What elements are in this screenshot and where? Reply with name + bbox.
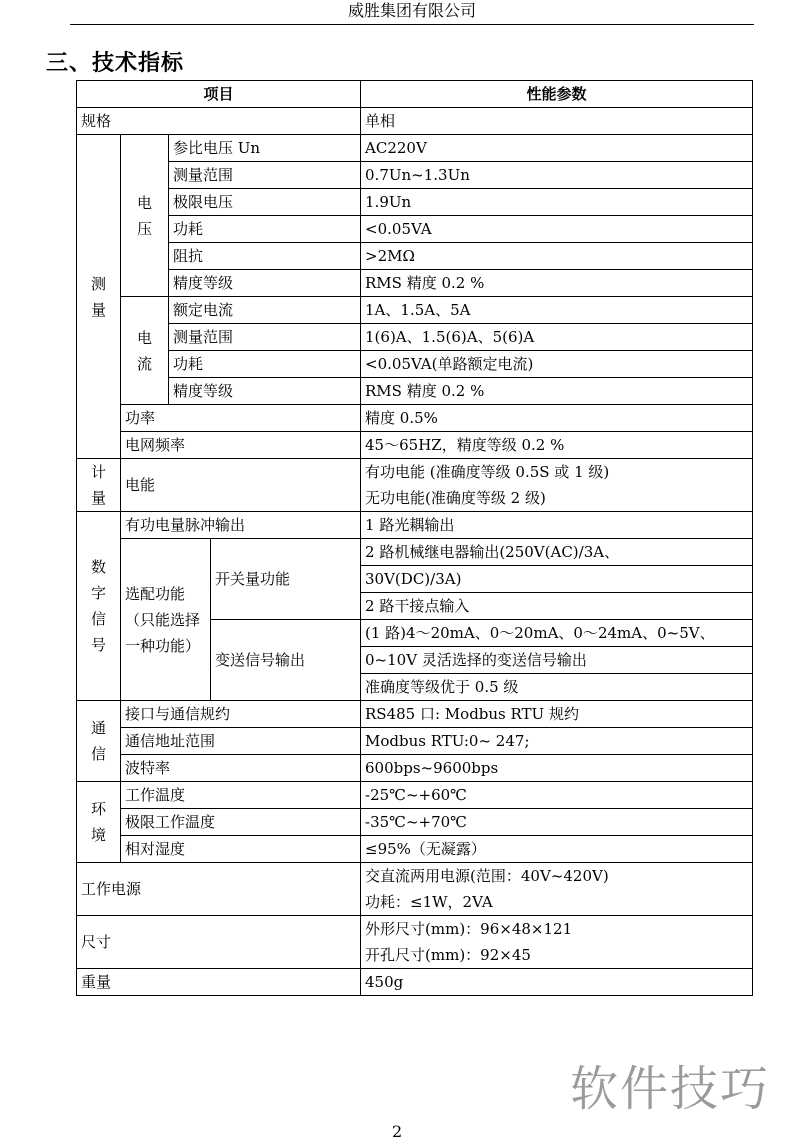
value-line: 交直流两用电源(范围：40V~420V) <box>365 867 609 885</box>
table-row <box>77 728 753 755</box>
switch-input-value: 2 路干接点输入 <box>361 593 753 620</box>
row-name: 测量范围 <box>169 324 361 351</box>
value-line: 有功电能 (准确度等级 0.5S 或 1 级) <box>365 463 610 481</box>
label-char: 字 <box>90 584 106 602</box>
row-name: 阻抗 <box>169 243 361 270</box>
row-name: 有功电量脉冲输出 <box>121 512 361 539</box>
table-row <box>77 243 753 270</box>
label-char: 电 <box>136 193 152 212</box>
table-row <box>77 216 753 243</box>
section-title: 三、技术指标 <box>46 51 185 76</box>
row-value: 45～65HZ，精度等级 0.2 % <box>361 432 753 459</box>
watermark <box>560 1020 800 1136</box>
table-row <box>77 351 753 378</box>
transmit-value-line1: (1 路)4～20mA、0～20mA、0～24mA、0~5V、 <box>361 620 753 647</box>
row-value: -35℃~+70℃ <box>361 809 753 836</box>
row-name: 测量范围 <box>169 162 361 189</box>
value-line: 无功电能(准确度等级 2 级) <box>365 489 546 507</box>
row-value: Modbus RTU:0~ 247; <box>361 728 753 755</box>
label-char: 信 <box>90 610 106 628</box>
table-row <box>77 270 753 297</box>
row-value: 0.7Un~1.3Un <box>361 162 753 189</box>
row-value: RMS 精度 0.2 % <box>361 270 753 297</box>
row-name: 重量 <box>77 969 361 996</box>
label-char: 信 <box>90 745 106 763</box>
row-value: 450g <box>361 969 753 996</box>
optional-function-label: 选配功能（只能选择一种功能） <box>121 539 211 701</box>
table-row <box>77 297 753 324</box>
row-name: 电网频率 <box>121 432 361 459</box>
table-row <box>77 836 753 863</box>
row-name: 接口与通信规约 <box>121 701 361 728</box>
row-name: 极限工作温度 <box>121 809 361 836</box>
row-value: <0.05VA <box>361 216 753 243</box>
switch-output-value-line2: 30V(DC)/3A) <box>361 566 753 593</box>
switch-function-label: 开关量功能 <box>211 539 361 620</box>
env-group-label <box>77 782 121 863</box>
row-value: ≤95%（无凝露） <box>361 836 753 863</box>
row-name: 极限电压 <box>169 189 361 216</box>
measure-group-label <box>77 135 121 459</box>
value-line: 外形尺寸(mm)：96×48×121 <box>365 920 573 938</box>
label-char: 数 <box>90 558 106 576</box>
spec-label: 规格 <box>77 108 361 135</box>
row-value: 600bps~9600bps <box>361 755 753 782</box>
table-row <box>77 916 753 969</box>
row-value: -25℃~+60℃ <box>361 782 753 809</box>
table-row <box>77 189 753 216</box>
table-row <box>77 135 753 162</box>
label-char: 计 <box>90 463 106 481</box>
spec-table <box>76 80 753 996</box>
transmit-function-label: 变送信号输出 <box>211 620 361 701</box>
table-row <box>77 809 753 836</box>
table-row <box>77 162 753 189</box>
row-value: RMS 精度 0.2 % <box>361 378 753 405</box>
label-char: 通 <box>90 719 106 737</box>
watermark-text: 软件技巧 <box>570 1061 771 1117</box>
label-char: 电 <box>136 328 152 347</box>
page-number: 2 <box>392 1122 403 1141</box>
table-row <box>77 755 753 782</box>
table-row <box>77 432 753 459</box>
row-name: 波特率 <box>121 755 361 782</box>
company-name: 威胜集团有限公司 <box>347 1 476 20</box>
current-group-label <box>121 297 169 405</box>
value-line: 功耗：≤1W，2VA <box>365 893 493 911</box>
row-value <box>361 863 753 916</box>
label-char: 量 <box>90 300 106 319</box>
switch-output-value-line1: 2 路机械继电器输出(250V(AC)/3A、 <box>361 539 753 566</box>
voltage-group-label <box>121 135 169 297</box>
row-name: 工作电源 <box>77 863 361 916</box>
label-char: 环 <box>90 800 106 818</box>
row-value: >2MΩ <box>361 243 753 270</box>
table-row <box>77 701 753 728</box>
label-char: 流 <box>136 354 152 373</box>
row-value <box>361 459 753 512</box>
label-char: 量 <box>90 489 106 507</box>
table-row <box>77 539 753 566</box>
label-char: 压 <box>136 219 152 238</box>
table-row <box>77 108 753 135</box>
col-header-item: 项目 <box>77 81 361 108</box>
row-name: 额定电流 <box>169 297 361 324</box>
row-value <box>361 916 753 969</box>
row-value: 精度 0.5% <box>361 405 753 432</box>
table-header-row <box>77 81 753 108</box>
table-row <box>77 969 753 996</box>
row-name: 相对湿度 <box>121 836 361 863</box>
row-name: 工作温度 <box>121 782 361 809</box>
row-value: RS485 口: Modbus RTU 规约 <box>361 701 753 728</box>
table-row <box>77 782 753 809</box>
table-row <box>77 378 753 405</box>
row-name: 电能 <box>121 459 361 512</box>
row-name: 尺寸 <box>77 916 361 969</box>
metering-group-label <box>77 459 121 512</box>
row-value: AC220V <box>361 135 753 162</box>
table-row <box>77 863 753 916</box>
label-char: 号 <box>90 636 106 654</box>
row-name: 参比电压 Un <box>169 135 361 162</box>
table-row <box>77 405 753 432</box>
row-name: 功耗 <box>169 351 361 378</box>
row-value: <0.05VA(单路额定电流) <box>361 351 753 378</box>
page-header <box>70 0 754 25</box>
col-header-perf: 性能参数 <box>361 81 753 108</box>
row-value: 1 路光耦输出 <box>361 512 753 539</box>
transmit-accuracy-value: 准确度等级优于 0.5 级 <box>361 674 753 701</box>
value-line: 开孔尺寸(mm)：92×45 <box>365 946 531 964</box>
table-row <box>77 512 753 539</box>
row-name: 精度等级 <box>169 378 361 405</box>
row-value: 1(6)A、1.5(6)A、5(6)A <box>361 324 753 351</box>
row-name: 功耗 <box>169 216 361 243</box>
spec-value: 单相 <box>361 108 753 135</box>
row-value: 1A、1.5A、5A <box>361 297 753 324</box>
digital-group-label <box>77 512 121 701</box>
table-row <box>77 324 753 351</box>
row-name: 精度等级 <box>169 270 361 297</box>
row-name: 通信地址范围 <box>121 728 361 755</box>
row-name: 功率 <box>121 405 361 432</box>
comm-group-label <box>77 701 121 782</box>
label-char: 测 <box>90 274 106 293</box>
row-value: 1.9Un <box>361 189 753 216</box>
transmit-value-line2: 0~10V 灵活选择的变送信号输出 <box>361 647 753 674</box>
label-char: 境 <box>90 826 106 844</box>
table-row <box>77 459 753 512</box>
